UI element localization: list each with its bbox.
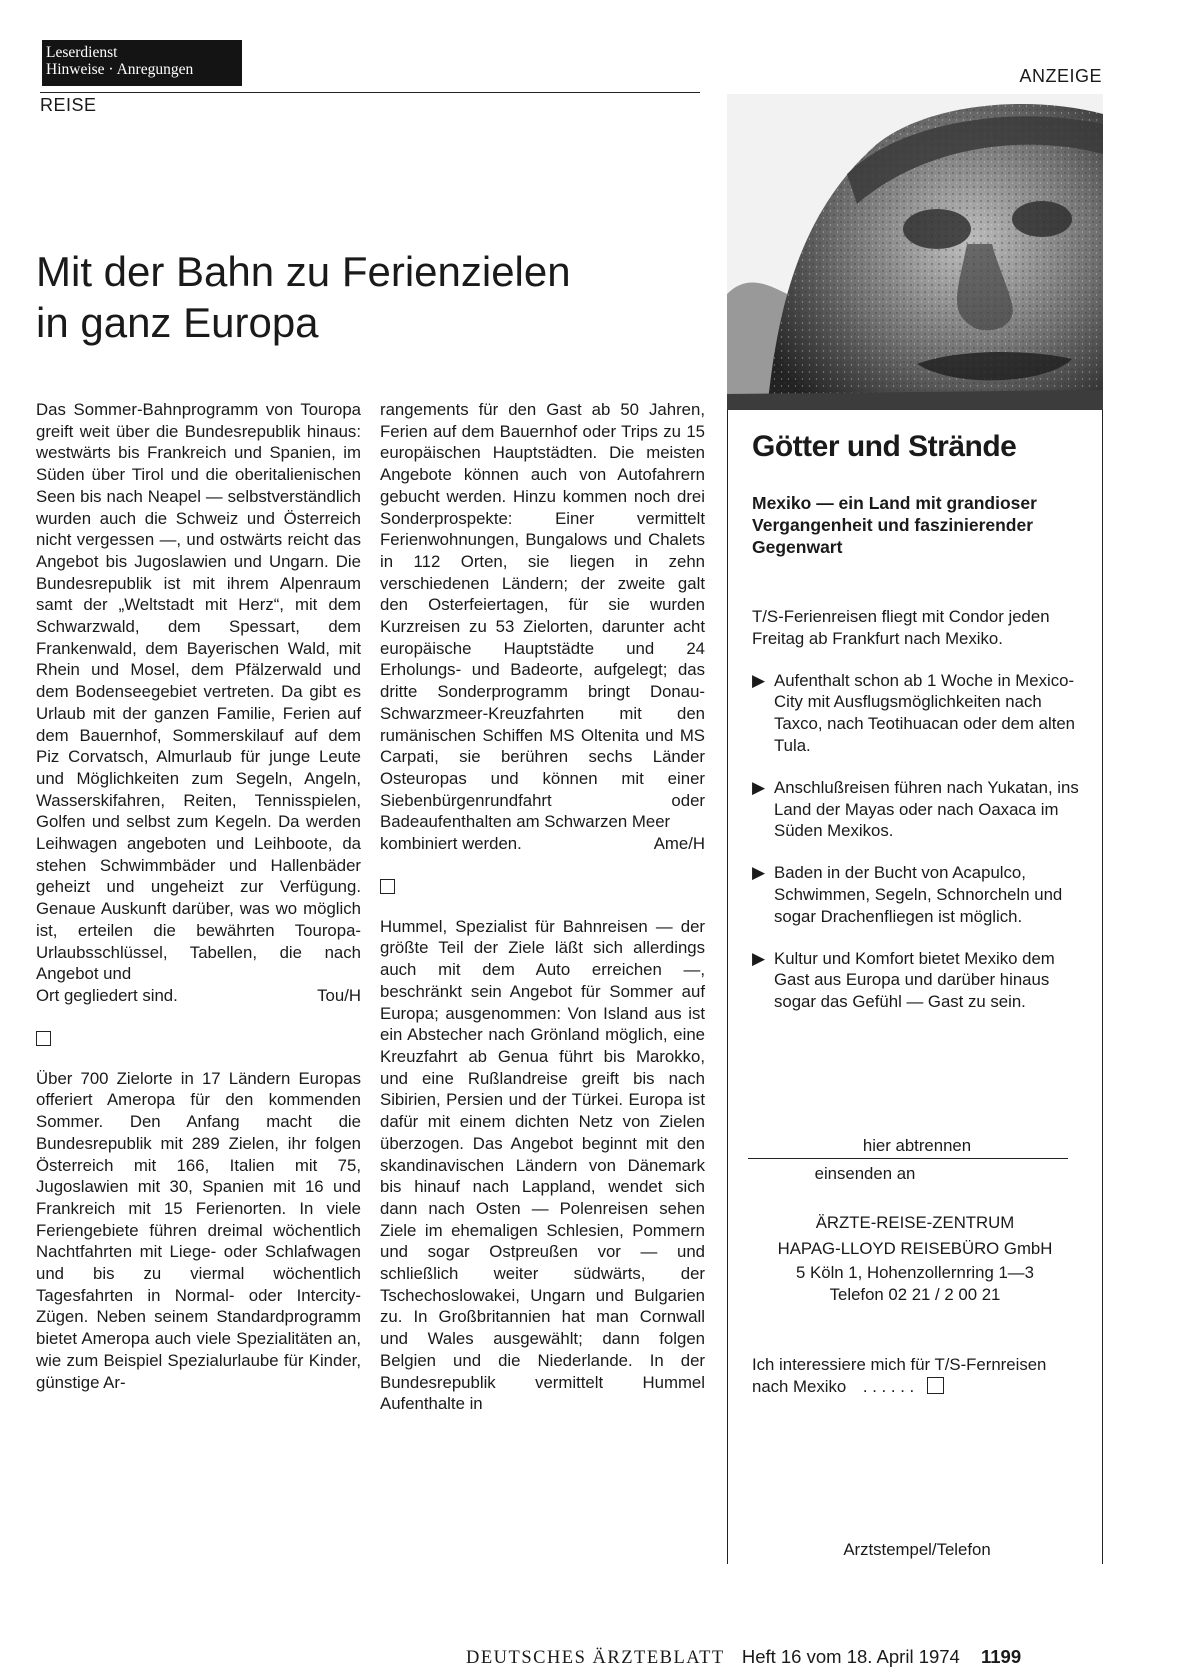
article-paragraph-2: Über 700 Zielorte in 17 Ländern Europas offeriert Ameropa für den kommenden Sommer. Den Anfang macht die Bundesrepublik mit 289 Zielen, ihr folgen Österreich mit 166, Italien mit 75, Jugoslawien mit 30, Spanien mit 16 und Frankreich mit 15 Ferienorten. In viele Feriengebiete führen dreimal wöchentlich Nachtfahrten mit Liege- oder Schlafwagen und bis zu viermal wöchentlich Tagesfahrten in Normal- oder Intercity-Zügen. Neben seinem Standardprogramm bietet Ameropa auch viele Spezialitäten an, wie zum Beispiel Spezialurlaube für Kinder, günstige Ar- bbox=[36, 1068, 361, 1392]
article-paragraph-2-cont: rangements für den Gast ab 50 Jahren, Ferien auf dem Bauernhof oder Trips zu 15 europäischen Hauptstädten. Die meisten Angebote können auch von Autofahrern gebucht werden. Hinzu kommen noch drei Sonderprospekte: Einer vermittelt Ferienwohnungen, Bungalows und Chalets in 112 Orten, sie liegen in zehn verschiedenen Ländern; der zweite galt den Osterfeiertagen, für sie wurden Kurzreisen zu 53 Zielorten, darunter acht europäische Hauptstädte und 24 Erholungs- und Badeorte, aufgelegt; das dritte Sonderprogramm bringt Donau-Schwarzmeer-Kreuzfahrten mit den rumänischen Schiffen MS Oltenita und MS Carpati, sie berühren sechs Länder Osteuropas und können mit einer Siebenbürgenrundfahrt oder Badeaufenthalten am Schwarzen Meer bbox=[380, 400, 705, 832]
separator-box-2 bbox=[380, 879, 395, 894]
address-line: ÄRZTE-REISE-ZENTRUM bbox=[815, 1213, 1015, 1232]
ad-bullet bbox=[752, 777, 1082, 842]
headline-line2: in ganz Europa bbox=[36, 299, 319, 346]
article-column-2 bbox=[380, 399, 705, 1415]
ad-bullet bbox=[752, 670, 1082, 757]
ad-intro: T/S-Ferienreisen fliegt mit Condor jeden Freitag ab Frankfurt nach Mexiko. bbox=[752, 607, 1050, 648]
ad-bullet bbox=[752, 948, 1082, 1013]
section-tag bbox=[42, 40, 242, 86]
ad-bullet-text: Anschlußreisen führen nach Yukatan, ins Land der Mayas oder nach Oaxaca im Süden Mexikos. bbox=[774, 777, 1079, 841]
triangle-bullet-icon: ▶ bbox=[752, 863, 765, 883]
ad-bullet-text: Aufenthalt schon ab 1 Woche in Mexico-City mit Ausflugsmöglichkeiten nach Taxco, nach Teotihuacan oder dem alten Tula. bbox=[774, 670, 1076, 755]
section-tag-line2: Hinweise · Anregungen bbox=[46, 61, 194, 78]
issue-info: Heft 16 vom 18. April 1974 bbox=[741, 1646, 960, 1667]
address-line: Telefon 02 21 / 2 00 21 bbox=[829, 1285, 1001, 1304]
ad-bullet bbox=[752, 862, 1082, 927]
ad-subheadline: Mexiko — ein Land mit grandioser Vergangenheit und faszinierender Gegenwart bbox=[752, 493, 1037, 557]
section-tag-line1: Leserdienst bbox=[46, 44, 118, 61]
signoff-row-2 bbox=[380, 833, 705, 855]
page-number: 1199 bbox=[981, 1646, 1022, 1667]
paragraph-1-tail: Ort gegliedert sind. bbox=[36, 985, 178, 1005]
author-signature-2: Ame/H bbox=[653, 834, 705, 854]
article-headline bbox=[36, 246, 656, 348]
interest-checkbox[interactable] bbox=[927, 1377, 944, 1394]
olmec-head-photo bbox=[727, 94, 1103, 410]
paragraph-2-tail: kombiniert werden. bbox=[380, 834, 522, 854]
cut-here-label: hier abtrennen bbox=[862, 1136, 972, 1155]
article-paragraph-3: Hummel, Spezialist für Bahnreisen — der größte Teil der Ziele läßt sich allerdings auch mit dem Auto erreichen —, beschränkt sein Angebot für Sommer auf Europa; ausgenommen: Von Island aus ist ein Abstecher nach Grönland möglich, eine Kreuzfahrt ab Genua führt bis Marokko, und eine Rußlandreise greift bis nach Sibirien, Persien und der Türkei. Europa ist dafür mit einem dichten Netz von Zielen überzogen. Das Angebot beginnt mit den skandinavischen Ländern von Dänemark bis hinauf nach Lappland, wendet sich dann nach Osten — Polenreisen sehen Ziele im ehemaligen Schlesien, Pommern und sogar Ostpreußen vor — und schließlich weiter südwärts, der Tschechoslowakei, Ungarn und Bulgarien zu. In Großbritannien hat man Cornwall und Wales ausgewählt; dann folgen Belgien und die Niederlande. In der Bundesrepublik vermittelt Hummel Aufenthalte in bbox=[380, 916, 705, 1414]
headline-line1: Mit der Bahn zu Ferienzielen bbox=[36, 248, 571, 295]
signoff-row-1 bbox=[36, 985, 361, 1007]
separator-box-1 bbox=[36, 1031, 51, 1046]
ad-body bbox=[752, 606, 1082, 1013]
interest-form-line bbox=[752, 1354, 1082, 1398]
interest-text: Ich interessiere mich für T/S-Fernreisen nach Mexiko bbox=[752, 1355, 1047, 1396]
triangle-bullet-icon: ▶ bbox=[752, 670, 765, 690]
ad-bullet-text: Kultur und Komfort bietet Mexiko dem Gast aus Europa und darüber hinaus sogar das Gefühl — Gast zu sein. bbox=[774, 948, 1055, 1012]
ad-bullet-text: Baden in der Bucht von Acapulco, Schwimmen, Segeln, Schnorcheln und sogar Drachenfliegen ist möglich. bbox=[774, 863, 1063, 926]
page-footer bbox=[466, 1646, 1021, 1669]
author-signature-1: Tou/H bbox=[317, 985, 361, 1005]
section-label: REISE bbox=[40, 95, 97, 115]
interest-leader-dots: . . . . . . bbox=[862, 1377, 915, 1396]
mailing-address bbox=[740, 1210, 1090, 1306]
stamp-field-label: Arztstempel/Telefon bbox=[843, 1540, 991, 1559]
ad-headline: Götter und Strände bbox=[752, 430, 1017, 463]
send-to-label: einsenden an bbox=[814, 1164, 916, 1183]
address-line: HAPAG-LLOYD REISEBÜRO GmbH bbox=[777, 1239, 1053, 1258]
cut-line bbox=[748, 1158, 1068, 1159]
address-line: 5 Köln 1, Hohenzollernring 1—3 bbox=[796, 1263, 1034, 1282]
ad-label: ANZEIGE bbox=[1019, 66, 1102, 86]
triangle-bullet-icon: ▶ bbox=[752, 948, 765, 968]
article-paragraph-1: Das Sommer-Bahnprogramm von Touropa greift weit über die Bundesrepublik hinaus: westwärts bis Frankreich und Spanien, im Süden über Tirol und die oberitalienischen Seen bis nach Neapel — selbstverständlich wurden auch die Schweiz und Österreich nicht vergessen —, und ostwärts reicht das Angebot bis Jugoslawien und Ungarn. Die Bundesrepublik ist mit ihrem Alpenraum samt der „Weltstadt mit Herz“, mit dem Schwarzwald, dem Spessart, dem Frankenwald, dem Bayerischen Wald, mit Rhein und Mosel, dem Pfälzerwald und dem Bodenseegebiet vertreten. Da gibt es Urlaub mit der ganzen Familie, Ferien auf dem Bauernhof, Sommerskilauf auf dem Piz Corvatsch, Almurlaub für junge Leute und Möglichkeiten zum Segeln, Angeln, Wasserskifahren, Reiten, Tennisspielen, Golfen und selbst zum Kegeln. Da werden Leihwagen angeboten und Leihboote, da stehen Schwimmbäder und Hallenbäder geheizt und ungeheizt zur Verfügung. Genaue Auskunft darüber, was wo möglich ist, erteilen die bewährten Touropa-Urlaubsschlüssel, Tabellen, die nach Angebot und bbox=[36, 400, 361, 984]
article-column-1 bbox=[36, 399, 361, 1393]
triangle-bullet-icon: ▶ bbox=[752, 777, 765, 797]
journal-name: DEUTSCHES ÄRZTEBLATT bbox=[466, 1648, 725, 1668]
top-rule bbox=[40, 92, 700, 93]
